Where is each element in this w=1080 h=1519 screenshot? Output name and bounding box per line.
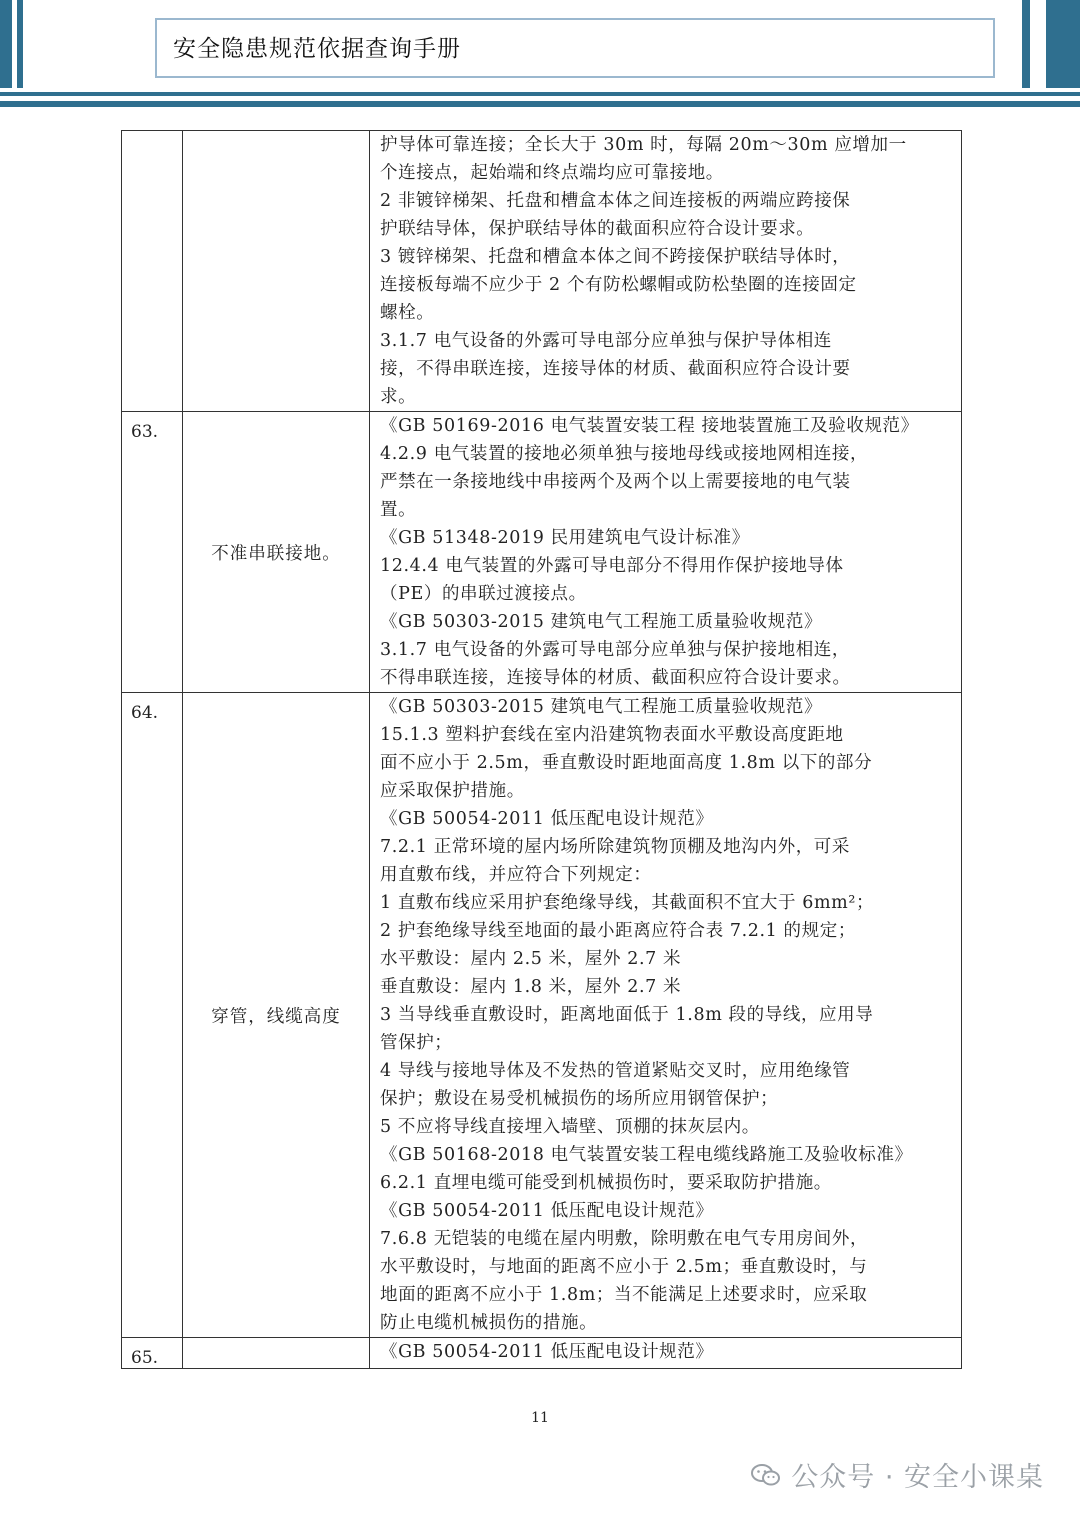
regulation-line: 护导体可靠连接；全长大于 30m 时，每隔 20m～30m 应增加一 — [380, 135, 907, 155]
right-accent-bar-2 — [1046, 0, 1080, 88]
header-rule-thick — [0, 101, 1080, 107]
regulation-line: 接，不得串联连接，连接导体的材质、截面积应符合设计要 — [380, 359, 851, 379]
hazard-topic: 不准串联接地。 — [183, 412, 370, 693]
regulation-line: 严禁在一条接地线中串接两个及两个以上需要接地的电气装 — [380, 472, 851, 492]
wechat-icon — [751, 1463, 781, 1487]
table-row — [122, 1338, 962, 1369]
regulation-line: 垂直敷设：屋内 1.8 米，屋外 2.7 米 — [380, 977, 682, 997]
regulation-line: 5 不应将导线直接埋入墙壁、顶棚的抹灰层内。 — [380, 1117, 760, 1137]
regulation-content — [370, 412, 962, 693]
left-accent-bar-2 — [17, 0, 23, 88]
page-title: 安全隐患规范依据查询手册 — [173, 36, 461, 62]
regulation-line: 保护；敷设在易受机械损伤的场所应用钢管保护； — [380, 1089, 779, 1109]
item-number: 65. — [122, 1338, 183, 1369]
regulation-line: 《GB 51348-2019 民用建筑电气设计标准》 — [380, 528, 750, 548]
regulation-line: 求。 — [380, 387, 417, 407]
regulation-line: 水平敷设时，与地面的距离不应小于 2.5m；垂直敷设时，与 — [380, 1257, 868, 1277]
regulation-content — [370, 1338, 962, 1369]
regulation-line: 《GB 50303-2015 建筑电气工程施工质量验收规范》 — [380, 697, 823, 717]
regulation-line: 应采取保护措施。 — [380, 781, 525, 801]
regulation-content — [370, 131, 962, 412]
right-accent-bar-1 — [1022, 0, 1030, 88]
regulation-line: 防止电缆机械损伤的措施。 — [380, 1313, 598, 1333]
regulation-line: 水平敷设：屋内 2.5 米，屋外 2.7 米 — [380, 949, 682, 969]
regulation-line: 3 当导线垂直敷设时，距离地面低于 1.8m 段的导线，应用导 — [380, 1005, 874, 1025]
regulation-table — [121, 130, 962, 1369]
regulation-line: 连接板每端不应少于 2 个有防松螺帽或防松垫圈的连接固定 — [380, 275, 857, 295]
regulation-line: 15.1.3 塑料护套线在室内沿建筑物表面水平敷设高度距地 — [380, 725, 844, 745]
regulation-line: 螺栓。 — [380, 303, 435, 323]
regulation-line: 《GB 50054-2011 低压配电设计规范》 — [380, 1342, 714, 1362]
regulation-line: 3.1.7 电气设备的外露可导电部分应单独与保护接地相连， — [380, 640, 850, 660]
page-number: 11 — [531, 1410, 549, 1426]
regulation-line: 用直敷布线，并应符合下列规定： — [380, 865, 652, 885]
regulation-line: 《GB 50169-2016 电气装置安装工程 接地装置施工及验收规范》 — [380, 416, 919, 436]
regulation-line: 《GB 50054-2011 低压配电设计规范》 — [380, 1201, 714, 1221]
table-row — [122, 131, 962, 412]
regulation-line: 4.2.9 电气装置的接地必须单独与接地母线或接地网相连接， — [380, 444, 869, 464]
header-rule — [0, 92, 1080, 96]
regulation-line: 置。 — [380, 500, 417, 520]
left-accent-bar-1 — [0, 0, 12, 88]
item-number — [122, 131, 183, 412]
regulation-line: 2 护套绝缘导线至地面的最小距离应符合表 7.2.1 的规定； — [380, 921, 856, 941]
regulation-line: 1 直敷布线应采用护套绝缘导线，其截面积不宜大于 6mm²； — [380, 893, 875, 913]
regulation-line: 地面的距离不应小于 1.8m；当不能满足上述要求时，应采取 — [380, 1285, 868, 1305]
watermark-text: 公众号 · 安全小课桌 — [791, 1462, 1044, 1493]
table-row — [122, 412, 962, 693]
regulation-line: 《GB 50303-2015 建筑电气工程施工质量验收规范》 — [380, 612, 823, 632]
watermark — [751, 1455, 1044, 1494]
regulation-line: 6.2.1 直埋电缆可能受到机械损伤时，要采取防护措施。 — [380, 1173, 832, 1193]
hazard-topic — [183, 131, 370, 412]
regulation-content — [370, 693, 962, 1338]
regulation-line: 4 导线与接地导体及不发热的管道紧贴交叉时，应用绝缘管 — [380, 1061, 851, 1081]
regulation-line: 护联结导体，保护联结导体的截面积应符合设计要求。 — [380, 219, 815, 239]
regulation-line: 个连接点，起始端和终点端均应可靠接地。 — [380, 163, 724, 183]
regulation-line: 7.6.8 无铠装的电缆在屋内明敷，除明敷在电气专用房间外， — [380, 1229, 869, 1249]
item-number: 63. — [122, 412, 183, 693]
regulation-line: 《GB 50054-2011 低压配电设计规范》 — [380, 809, 714, 829]
regulation-line: 12.4.4 电气装置的外露可导电部分不得用作保护接地导体 — [380, 556, 844, 576]
regulation-line: 《GB 50168-2018 电气装置安装工程电缆线路施工及验收标准》 — [380, 1145, 913, 1165]
table-row — [122, 693, 962, 1338]
hazard-topic — [183, 1338, 370, 1369]
item-number: 64. — [122, 693, 183, 1338]
regulation-line: 不得串联连接，连接导体的材质、截面积应符合设计要求。 — [380, 668, 851, 688]
regulation-line: 7.2.1 正常环境的屋内场所除建筑物顶棚及地沟内外，可采 — [380, 837, 850, 857]
header-box — [155, 18, 995, 78]
regulation-line: （PE）的串联过渡接点。 — [380, 584, 587, 604]
regulation-line: 面不应小于 2.5m，垂直敷设时距地面高度 1.8m 以下的部分 — [380, 753, 873, 773]
regulation-line: 3.1.7 电气设备的外露可导电部分应单独与保护导体相连 — [380, 331, 832, 351]
regulation-line: 2 非镀锌梯架、托盘和槽盒本体之间连接板的两端应跨接保 — [380, 191, 851, 211]
hazard-topic: 穿管，线缆高度 — [183, 693, 370, 1338]
regulation-line: 管保护； — [380, 1033, 453, 1053]
regulation-line: 3 镀锌梯架、托盘和槽盒本体之间不跨接保护联结导体时， — [380, 247, 851, 267]
